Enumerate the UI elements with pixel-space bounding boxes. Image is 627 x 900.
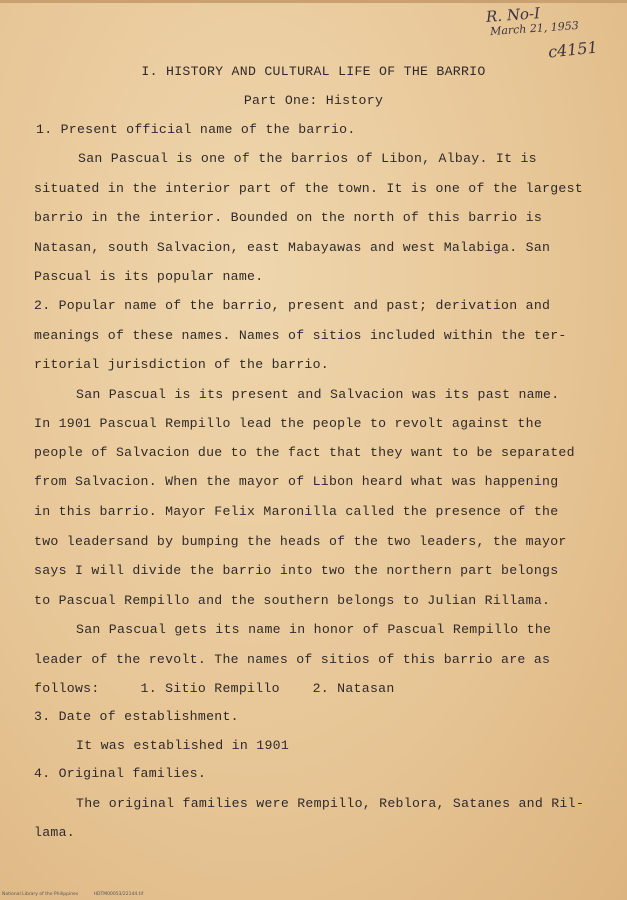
file-name: HDTM00053/22144.tif	[93, 892, 144, 897]
question-3: 3. Date of establishment.	[34, 709, 239, 724]
paragraph-line: to Pascual Rempillo and the southern belongs to Julian Rillama.	[34, 593, 551, 608]
question-2: 2. Popular name of the barrio, present and past; derivation and	[34, 298, 551, 313]
paragraph-line: from Salvacion. When the mayor of Libon heard what was happening	[34, 474, 559, 489]
paragraph-line: In 1901 Pascual Rempillo lead the people to revolt against the	[34, 416, 543, 431]
paragraph-line: says I will divide the barrio into two the northern part belongs	[34, 563, 559, 578]
handwritten-code: c4151	[547, 37, 599, 62]
paragraph-line: barrio in the interior. Bounded on the north of this barrio is	[34, 210, 543, 225]
paragraph-line: San Pascual is one of the barrios of Libon, Albay. It is	[78, 151, 537, 166]
paragraph-line: two leadersand by bumping the heads of the two leaders, the mayor	[34, 534, 567, 549]
paragraph-line: San Pascual is its present and Salvacion was its past name.	[76, 387, 560, 402]
part-subtitle: Part One: History	[243, 93, 384, 108]
page-top-edge	[0, 0, 627, 3]
paragraph-line: situated in the interior part of the town. It is one of the largest	[34, 181, 583, 196]
library-credit: National Library of the Philippines	[2, 892, 79, 897]
paragraph-line: San Pascual gets its name in honor of Pascual Rempillo the	[76, 622, 552, 637]
handwritten-reference: R. No-I	[485, 4, 541, 26]
question-2-line: meanings of these names. Names of sitios included within the ter-	[34, 328, 567, 343]
paragraph-line: Pascual is its popular name.	[34, 269, 264, 284]
scan-footer	[2, 892, 157, 897]
section-title: I. HISTORY AND CULTURAL LIFE OF THE BARRIO	[141, 64, 486, 79]
question-4: 4. Original families.	[34, 766, 207, 781]
question-2-line: ritorial jurisdiction of the barrio.	[34, 357, 329, 372]
handwritten-date: March 21, 1953	[489, 18, 580, 39]
answer-4: The original families were Rempillo, Reblora, Satanes and Ril-	[76, 796, 585, 811]
paragraph-line: in this barrio. Mayor Felix Maronilla called the presence of the	[34, 504, 559, 519]
question-1: 1. Present official name of the barrio.	[36, 122, 356, 137]
paragraph-line: Natasan, south Salvacion, east Mabayawas and west Malabiga. San	[34, 240, 551, 255]
paragraph-line: leader of the revolt. The names of sitios of this barrio are as	[34, 652, 551, 667]
paragraph-line: people of Salvacion due to the fact that they want to be separated	[34, 445, 575, 460]
answer-4-line: lama.	[34, 825, 75, 840]
answer-3: It was established in 1901	[76, 738, 290, 753]
sitio-list: follows: 1. Sitio Rempillo 2. Natasan	[34, 681, 395, 696]
